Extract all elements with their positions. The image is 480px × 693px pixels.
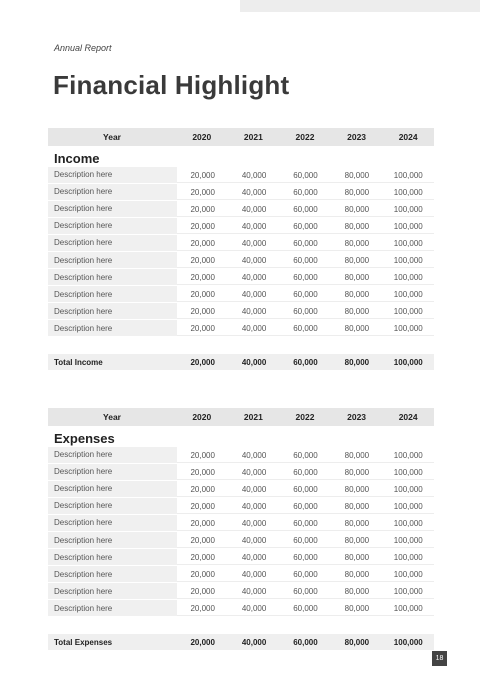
row-value: 100,000 xyxy=(383,269,434,285)
row-value: 40,000 xyxy=(228,269,279,285)
total-value: 60,000 xyxy=(293,637,318,647)
row-description: Description here xyxy=(48,252,177,268)
row-value: 40,000 xyxy=(228,320,279,336)
row-value: 20,000 xyxy=(177,447,228,463)
row-description: Description here xyxy=(48,600,177,616)
table-row xyxy=(48,286,434,303)
row-value: 80,000 xyxy=(331,464,382,480)
row-description: Description here xyxy=(48,481,177,497)
table-row xyxy=(48,183,434,200)
row-description: Description here xyxy=(48,218,177,234)
table-row xyxy=(48,600,434,617)
row-description: Description here xyxy=(48,286,177,302)
expenses-table xyxy=(48,408,434,617)
total-value: 100,000 xyxy=(393,357,423,367)
row-value: 100,000 xyxy=(383,566,434,582)
total-value: 40,000 xyxy=(241,357,267,367)
row-value: 100,000 xyxy=(383,447,434,463)
row-value: 40,000 xyxy=(228,515,279,531)
year-label: Year xyxy=(103,412,121,422)
row-value: 40,000 xyxy=(228,583,279,599)
row-value: 80,000 xyxy=(331,184,382,200)
row-description: Description here xyxy=(48,549,177,565)
row-description: Description here xyxy=(48,303,177,319)
table-row xyxy=(48,217,434,234)
row-value: 100,000 xyxy=(383,532,434,548)
row-description: Description here xyxy=(48,498,177,514)
row-value: 80,000 xyxy=(331,566,382,582)
year-2023: 2023 xyxy=(347,132,367,142)
row-value: 80,000 xyxy=(331,286,382,302)
row-value: 80,000 xyxy=(331,252,382,268)
table-row xyxy=(48,566,434,583)
year-2021: 2021 xyxy=(243,132,263,142)
row-value: 100,000 xyxy=(383,184,434,200)
row-value: 100,000 xyxy=(383,286,434,302)
row-value: 80,000 xyxy=(331,201,382,217)
row-value: 60,000 xyxy=(280,549,331,565)
row-value: 80,000 xyxy=(331,481,382,497)
top-accent-bar xyxy=(240,0,480,12)
row-value: 20,000 xyxy=(177,464,228,480)
row-description: Description here xyxy=(48,235,177,251)
table-row xyxy=(48,446,434,463)
year-2024: 2024 xyxy=(398,132,418,142)
row-description: Description here xyxy=(48,566,177,582)
income-header-row xyxy=(48,128,434,146)
income-table xyxy=(48,128,434,337)
table-row xyxy=(48,166,434,183)
row-value: 60,000 xyxy=(280,532,331,548)
total-value: 60,000 xyxy=(293,357,318,367)
table-row xyxy=(48,480,434,497)
row-value: 60,000 xyxy=(280,600,331,616)
total-income-label: Total Income xyxy=(54,357,103,367)
row-value: 80,000 xyxy=(331,515,382,531)
row-value: 40,000 xyxy=(228,600,279,616)
row-value: 20,000 xyxy=(177,303,228,319)
row-description: Description here xyxy=(48,320,177,336)
total-value: 20,000 xyxy=(190,357,215,367)
row-value: 60,000 xyxy=(280,252,331,268)
row-value: 80,000 xyxy=(331,269,382,285)
row-value: 20,000 xyxy=(177,498,228,514)
table-row xyxy=(48,303,434,320)
row-value: 20,000 xyxy=(177,235,228,251)
row-value: 60,000 xyxy=(280,515,331,531)
row-value: 20,000 xyxy=(177,184,228,200)
row-value: 80,000 xyxy=(331,447,382,463)
row-value: 100,000 xyxy=(383,252,434,268)
row-value: 40,000 xyxy=(228,566,279,582)
expenses-section-title: Expenses xyxy=(54,431,115,446)
year-2024: 2024 xyxy=(398,412,418,422)
row-description: Description here xyxy=(48,447,177,463)
row-value: 20,000 xyxy=(177,286,228,302)
row-value: 60,000 xyxy=(280,498,331,514)
row-value: 80,000 xyxy=(331,235,382,251)
row-value: 100,000 xyxy=(383,515,434,531)
row-value: 60,000 xyxy=(280,464,331,480)
row-value: 60,000 xyxy=(280,481,331,497)
row-value: 80,000 xyxy=(331,549,382,565)
table-row xyxy=(48,320,434,337)
row-value: 60,000 xyxy=(280,320,331,336)
row-value: 100,000 xyxy=(383,201,434,217)
row-value: 80,000 xyxy=(331,583,382,599)
row-value: 100,000 xyxy=(383,464,434,480)
row-value: 60,000 xyxy=(280,447,331,463)
row-value: 100,000 xyxy=(383,303,434,319)
table-row xyxy=(48,531,434,548)
row-value: 40,000 xyxy=(228,201,279,217)
row-value: 60,000 xyxy=(280,201,331,217)
row-description: Description here xyxy=(48,201,177,217)
row-value: 100,000 xyxy=(383,235,434,251)
row-value: 60,000 xyxy=(280,303,331,319)
total-value: 20,000 xyxy=(190,637,215,647)
row-description: Description here xyxy=(48,532,177,548)
table-row xyxy=(48,269,434,286)
income-section-title: Income xyxy=(54,151,100,166)
row-value: 20,000 xyxy=(177,549,228,565)
row-value: 20,000 xyxy=(177,532,228,548)
row-value: 100,000 xyxy=(383,481,434,497)
row-value: 100,000 xyxy=(383,167,434,183)
row-value: 80,000 xyxy=(331,320,382,336)
row-value: 20,000 xyxy=(177,218,228,234)
total-value: 100,000 xyxy=(393,637,423,647)
year-2020: 2020 xyxy=(192,412,212,422)
expenses-rows xyxy=(48,446,434,617)
row-value: 20,000 xyxy=(177,269,228,285)
row-value: 60,000 xyxy=(280,218,331,234)
row-value: 40,000 xyxy=(228,235,279,251)
row-value: 60,000 xyxy=(280,167,331,183)
table-row xyxy=(48,463,434,480)
row-value: 40,000 xyxy=(228,447,279,463)
row-description: Description here xyxy=(48,583,177,599)
row-value: 20,000 xyxy=(177,583,228,599)
row-value: 20,000 xyxy=(177,481,228,497)
income-rows xyxy=(48,166,434,337)
report-label: Annual Report xyxy=(54,43,112,53)
table-row xyxy=(48,549,434,566)
year-2021: 2021 xyxy=(243,412,263,422)
table-row xyxy=(48,234,434,251)
row-value: 60,000 xyxy=(280,583,331,599)
table-row xyxy=(48,200,434,217)
row-value: 80,000 xyxy=(331,600,382,616)
row-description: Description here xyxy=(48,464,177,480)
year-label: Year xyxy=(103,132,121,142)
row-value: 80,000 xyxy=(331,532,382,548)
total-expenses-label: Total Expenses xyxy=(54,637,113,647)
row-value: 80,000 xyxy=(331,498,382,514)
row-value: 60,000 xyxy=(280,184,331,200)
row-value: 100,000 xyxy=(383,583,434,599)
row-description: Description here xyxy=(48,269,177,285)
total-value: 80,000 xyxy=(344,637,370,647)
row-value: 20,000 xyxy=(177,600,228,616)
row-value: 40,000 xyxy=(228,184,279,200)
year-2022: 2022 xyxy=(295,412,315,422)
row-value: 60,000 xyxy=(280,566,331,582)
row-value: 40,000 xyxy=(228,252,279,268)
row-value: 20,000 xyxy=(177,167,228,183)
year-2020: 2020 xyxy=(192,132,212,142)
row-value: 40,000 xyxy=(228,549,279,565)
row-value: 80,000 xyxy=(331,303,382,319)
table-row xyxy=(48,251,434,268)
row-value: 80,000 xyxy=(331,218,382,234)
row-value: 100,000 xyxy=(383,498,434,514)
row-value: 40,000 xyxy=(228,532,279,548)
row-value: 60,000 xyxy=(280,269,331,285)
row-value: 80,000 xyxy=(331,167,382,183)
total-value: 80,000 xyxy=(344,357,370,367)
row-value: 60,000 xyxy=(280,286,331,302)
expenses-total-row xyxy=(48,634,434,650)
row-value: 40,000 xyxy=(228,218,279,234)
row-value: 40,000 xyxy=(228,481,279,497)
table-row xyxy=(48,497,434,514)
total-value: 40,000 xyxy=(241,637,267,647)
row-value: 20,000 xyxy=(177,320,228,336)
row-value: 20,000 xyxy=(177,515,228,531)
table-row xyxy=(48,514,434,531)
year-2023: 2023 xyxy=(347,412,367,422)
row-description: Description here xyxy=(48,167,177,183)
row-value: 40,000 xyxy=(228,167,279,183)
row-value: 40,000 xyxy=(228,498,279,514)
row-value: 40,000 xyxy=(228,464,279,480)
table-row xyxy=(48,583,434,600)
row-value: 100,000 xyxy=(383,600,434,616)
row-value: 60,000 xyxy=(280,235,331,251)
row-description: Description here xyxy=(48,184,177,200)
row-value: 40,000 xyxy=(228,286,279,302)
row-value: 100,000 xyxy=(383,320,434,336)
row-value: 20,000 xyxy=(177,252,228,268)
page-title: Financial Highlight xyxy=(53,70,290,100)
row-description: Description here xyxy=(48,515,177,531)
row-value: 40,000 xyxy=(228,303,279,319)
year-2022: 2022 xyxy=(295,132,315,142)
row-value: 20,000 xyxy=(177,566,228,582)
row-value: 20,000 xyxy=(177,201,228,217)
row-value: 100,000 xyxy=(383,549,434,565)
page-number: 18 xyxy=(432,651,447,666)
row-value: 100,000 xyxy=(383,218,434,234)
expenses-header-row xyxy=(48,408,434,426)
income-total-row xyxy=(48,354,434,370)
